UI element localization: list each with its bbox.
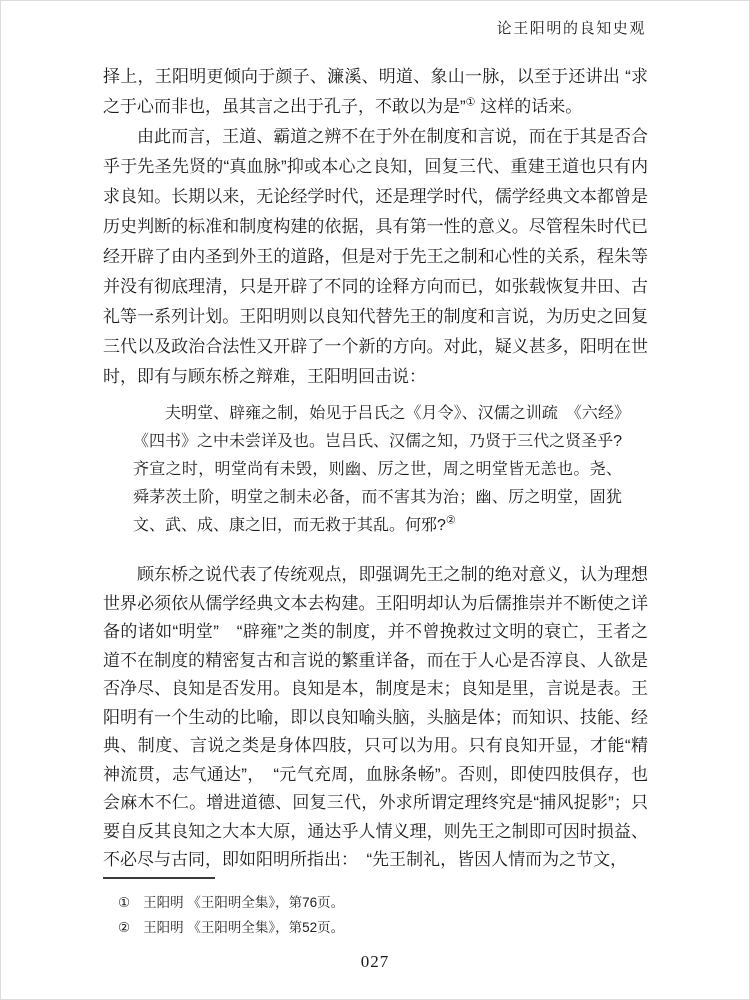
footnote-1-text: 王阳明 《王阳明全集》，第76页。 [143, 895, 345, 910]
footnote-2 [103, 915, 648, 940]
running-header: 论王阳明的良知史观 [496, 20, 646, 37]
footnote-2-text: 王阳明 《王阳明全集》，第52页。 [143, 920, 345, 935]
paragraph-continuation [103, 62, 648, 122]
footnote-2-marker: ② [118, 920, 131, 935]
footnote-1-marker: ① [118, 895, 131, 910]
footnote-separator [103, 877, 215, 879]
text-segment: 择上，王阳明更倾向于颜子、濂溪、明道、象山一脉，以至于还讲出 “求之于心而非也，虽其言之出于孔子，不敢以为是” [103, 67, 648, 116]
footnote-ref: ① [465, 96, 476, 109]
paragraph-gu-dongqiao: 顾东桥之说代表了传统观点，即强调先王之制的绝对意义，认为理想世界必须依从儒学经典文本去构建。王阳明却认为后儒推崇并不断使之详备的诸如“明堂” “辟雍”之类的制度，并不曾挽救过文明的衰亡，王者之道不在制度的精密复古和言说的繁重详备，而在于人心是否淳良、人欲是否净尽、良知是否发用。良知是本，制度是末；良知是里，言说是表。王阳明有一个生动的比喻，即以良知喻头脑，头脑是体；而知识、技能、经典、制度、言说之类是身体四肢，只可以为用。只有良知开显，才能“精神流贯，志气通达”， “元气充周，血脉条畅”。否则，即使四肢俱存，也会麻木不仁。增进道德、回复三代，外求所谓定理终究是“捕风捉影”；只要自反其良知之大本大原，通达乎人情义理，则先王之制即可因时损益、不必尽与古同，即如阳明所指出： “先王制礼，皆因人情而为之节文， [103, 565, 648, 869]
page-number: 027 [360, 952, 390, 971]
footnote-1 [103, 890, 648, 915]
paragraph-wang-ba-dao: 由此而言，王道、霸道之辨不在于外在制度和言说，而在于其是否合乎于先圣先贤的“真血脉”抑或本心之良知，回复三代、重建王道也只有内求良知。长期以来，无论经学时代，还是理学时代，儒学经典文本都曾是历史判断的标准和制度构建的依据，具有第一性的意义。尽管程朱时代已经开辟了由内圣到外王的道路，但是对于先王之制和心性的关系，程朱等并没有彻底理清，只是开辟了不同的诠释方向而已，如张载恢复井田、古礼等一系列计划。王阳明则以良知代替先王的制度和言说，为历史之回复三代以及政治合法性又开辟了一个新的方向。对此，疑义甚多，阳明在世时，即有与顾东桥之辩难，王阳明回击说： [103, 127, 648, 386]
footnotes-section [103, 877, 648, 940]
text-segment: 这样的话来。 [475, 97, 583, 116]
text-body [103, 62, 648, 875]
blockquote-mingtang [133, 400, 622, 540]
text-segment: 夫明堂、辟雍之制，始见于吕氏之《月令》、汉儒之训疏 《六经》《四书》之中未尝详及也。岂吕氏、汉儒之知，乃贤于三代之贤圣乎? 齐宣之时，明堂尚有未毁，则幽、厉之世，周之明堂皆无恙也。尧、舜茅茨土阶，明堂之制未必备，而不害其为治；幽、厉之明堂，固犹文、武、成、康之旧，而无救于其乱。何邪? [133, 405, 622, 534]
footnote-ref: ② [445, 514, 456, 527]
